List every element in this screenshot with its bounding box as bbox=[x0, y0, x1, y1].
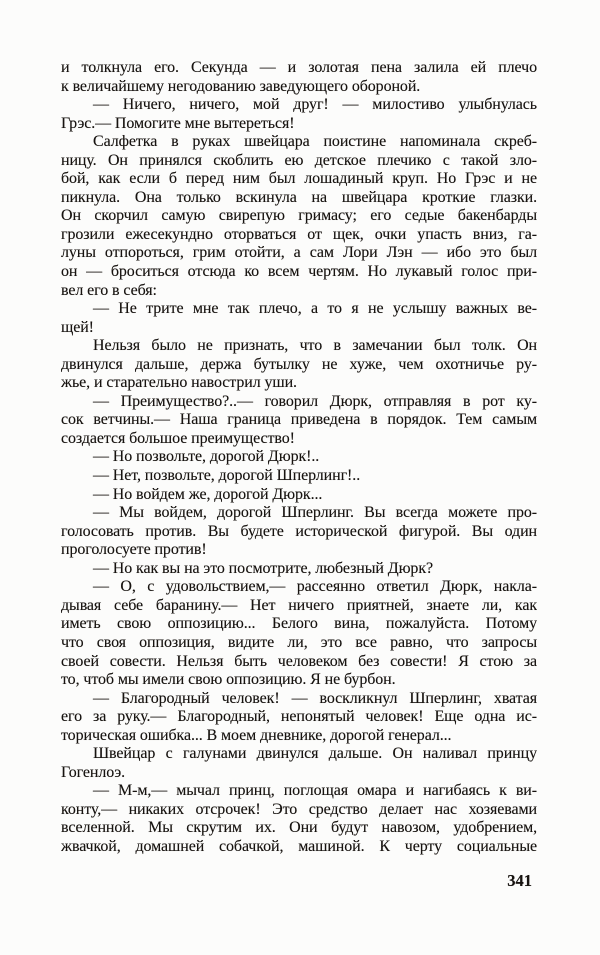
text-line: щей! bbox=[61, 318, 94, 336]
text-line: — Преимущество?..— говорил Дюрк, отправляя в рот ку- bbox=[93, 392, 537, 410]
text-line: — Нет, позвольте, дорогой Шперлинг!.. bbox=[93, 467, 361, 485]
text-line: Швейцар с галунами двинулся дальше. Он наливал принцу bbox=[93, 745, 537, 763]
text-line: и толкнула его. Секунда — и золотая пена залила ей плечо bbox=[61, 59, 537, 76]
text-line: пикнула. Она только вскинула на швейцара кроткие глазки. bbox=[61, 188, 537, 206]
text-line: жвачкой, домашней собачкой, машиной. К черту социальные bbox=[61, 837, 537, 855]
text-line: проголосуете против! bbox=[61, 541, 207, 559]
text-line: Он скорчил самую свирепую гримасу; его седые бакенбарды bbox=[61, 207, 537, 225]
text-line: создается большое преимущество! bbox=[61, 429, 295, 447]
text-line: луны отпороться, грим отойти, а сам Лори Лэн — ибо это был bbox=[61, 244, 537, 262]
text-line: голосовать против. Вы будете исторической фигурой. Вы один bbox=[61, 522, 537, 540]
text-line: — Мы войдем, дорогой Шперлинг. Вы всегда можете про- bbox=[93, 504, 537, 522]
text-line: то, чтоб мы имели свою оппозицию. Я не бурбон. bbox=[61, 671, 396, 689]
text-line: сок ветчины.— Наша граница приведена в порядок. Тем самым bbox=[61, 411, 537, 429]
text-line: — Но войдем же, дорогой Дюрк... bbox=[93, 485, 323, 503]
text-line: иметь свою оппозицию... Белого вина, пожалуйста. Потому bbox=[61, 615, 537, 633]
text-line: дывая себе баранину.— Нет ничего приятней, знаете ли, как bbox=[61, 596, 537, 614]
text-line: ницу. Он принялся скоблить ею детское плечико с такой зло- bbox=[61, 151, 537, 169]
text-line: жье, и старательно навострил уши. bbox=[61, 374, 297, 392]
text-line: — Не трите мне так плечо, а то я не услышу важных ве- bbox=[93, 300, 537, 318]
text-line: его за руку.— Благородный, непонятый человек! Еще одна ис- bbox=[61, 708, 537, 726]
text-line: бой, как если б перед ним был лошадиный круп. Но Грэс и не bbox=[61, 170, 537, 188]
text-line: что своя оппозиция, видите ли, это все равно, что запросы bbox=[61, 633, 537, 651]
text-line: вселенной. Мы скрутим их. Они будут навозом, удобрением, bbox=[61, 819, 537, 837]
page-text bbox=[61, 59, 537, 857]
text-line: — О, с удовольствием,— рассеянно ответил Дюрк, накла- bbox=[93, 578, 537, 596]
text-line: двинулся дальше, держа бутылку не хуже, чем охотничье ру- bbox=[61, 355, 537, 373]
page-number: 341 bbox=[507, 871, 532, 890]
text-line: он — броситься отсюда ко всем чертям. Но лукавый голос при- bbox=[61, 263, 537, 281]
text-line: своей совести. Нельзя быть человеком без совести! Я стою за bbox=[61, 652, 537, 670]
text-line: к величайшему негодованию заведующего обороной. bbox=[61, 77, 421, 95]
text-line: Гогенлоэ. bbox=[61, 763, 126, 781]
text-line: Нельзя было не признать, что в замечании был толк. Он bbox=[93, 337, 537, 355]
text-line: Грэс.— Помогите мне вытереться! bbox=[61, 114, 295, 132]
text-line: — Но как вы на это посмотрите, любезный Дюрк? bbox=[93, 559, 434, 577]
text-line: — Ничего, ничего, мой друг! — милостиво улыбнулась bbox=[93, 96, 537, 114]
text-line: конту,— никаких отсрочек! Это средство делает нас хозяевами bbox=[61, 800, 537, 818]
text-line: — Благородный человек! — воскликнул Шперлинг, хватая bbox=[93, 689, 537, 707]
text-line: торическая ошибка... В моем дневнике, дорогой генерал... bbox=[61, 726, 452, 744]
text-line: Салфетка в руках швейцара поистине напоминала скреб- bbox=[93, 133, 537, 151]
text-line: грозили ежесекундно оторваться от щек, очки упасть вниз, га- bbox=[61, 225, 537, 243]
text-line: — М-м,— мычал принц, поглощая омара и нагибаясь к ви- bbox=[93, 782, 537, 800]
text-line: вел его в себя: bbox=[61, 281, 157, 299]
text-line: — Но позвольте, дорогой Дюрк!.. bbox=[93, 448, 320, 466]
